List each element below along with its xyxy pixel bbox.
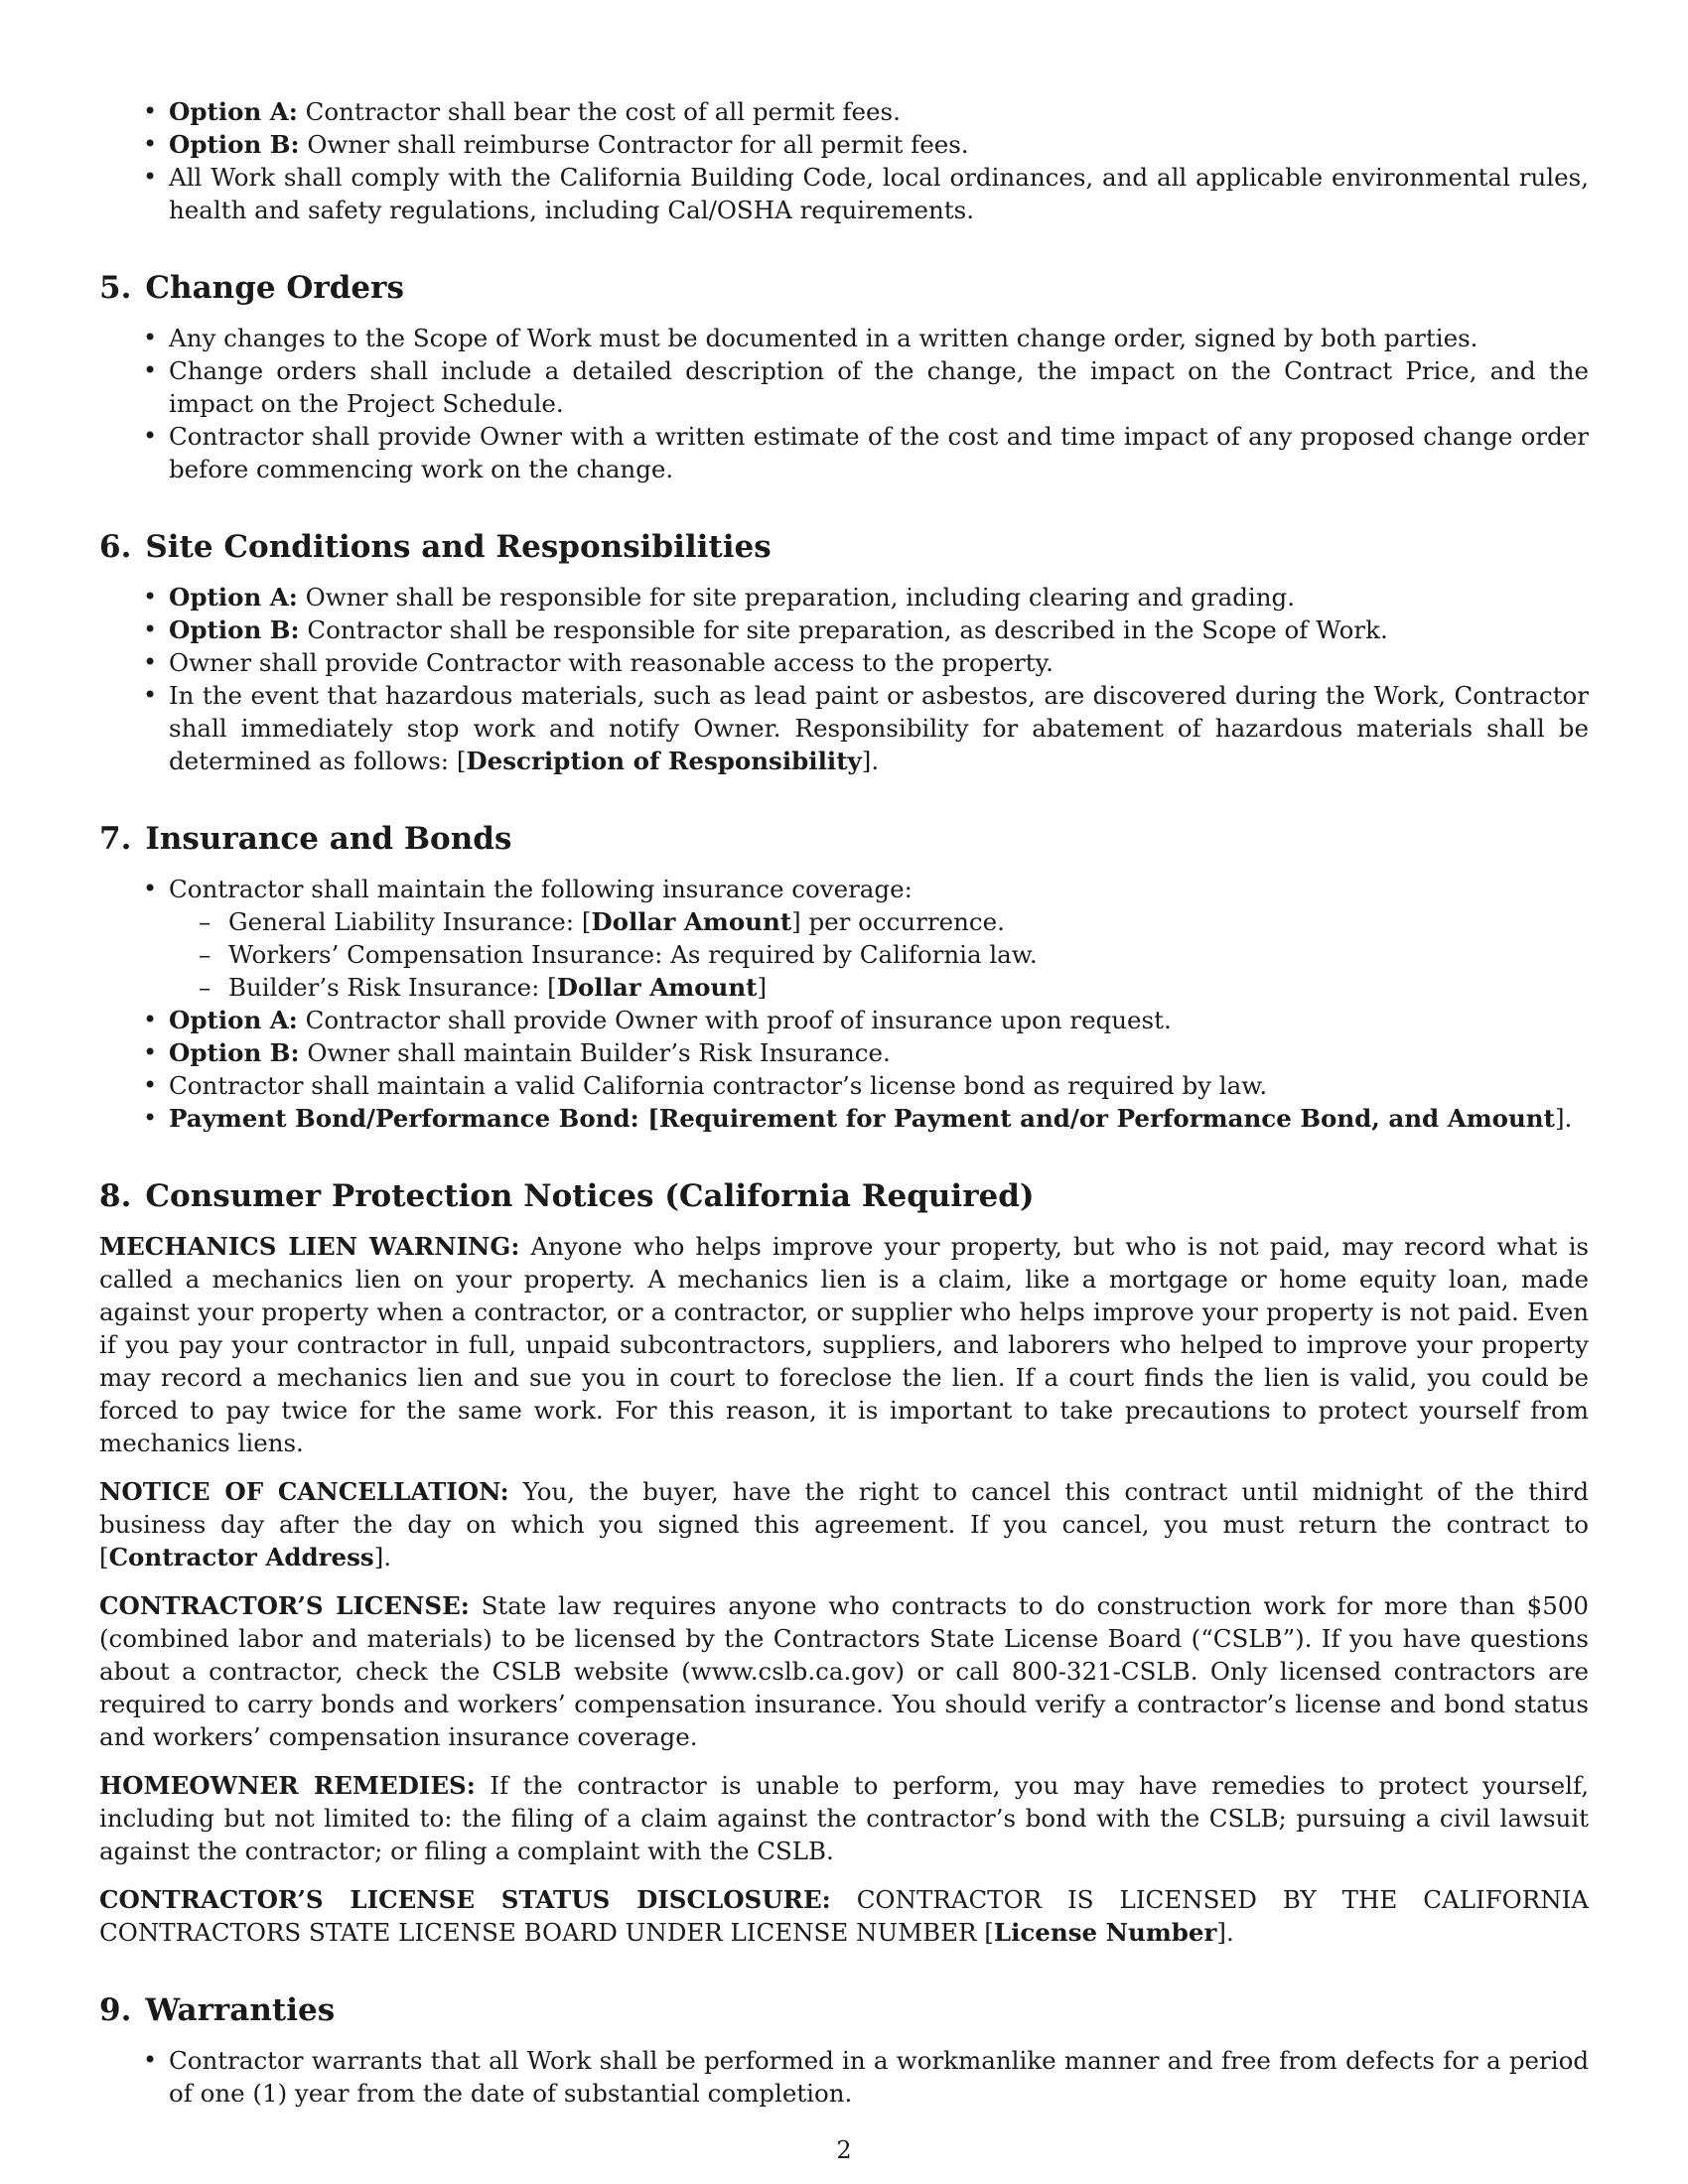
list-item: • Option A: Contractor shall bear the cost of all permit fees.: [99, 95, 1589, 128]
mechanics-lien-warning: MECHANICS LIEN WARNING: Anyone who helps improve your property, but who is not paid, may record what is called a mechanics lien on your property. A mechanics lien is a claim, like a mortgage or home equity loan, made against your property when a contractor, or a contractor, or supplier who helps improve your property is not paid. Even if you pay your contractor in full, unpaid subcontractors, suppliers, and laborers who helped to improve your property may record a mechanics lien and sue you in court to foreclose the lien. If a court finds the lien is valid, you could be forced to pay twice for the same work. For this reason, it is important to take precautions to protect yourself from mechanics liens.: [99, 1232, 1589, 1457]
sublist-item: – Builder’s Risk Insurance: [Dollar Amount]: [169, 971, 1589, 1004]
section-heading-warranties: 9. Warranties: [99, 1992, 336, 2028]
list-item: • Contractor shall provide Owner with a written estimate of the cost and time impact of any proposed change order before commencing work on the change.: [99, 420, 1589, 485]
list-item: • Contractor shall maintain the following insurance coverage: – General Liability Insurance: [Dollar Amount] per occurrence. – Workers’ Compensation Insurance: As required by California law. – Builder’s Risk Insurance: [Dollar Amount]: [99, 873, 1589, 1004]
list-item: • Option A: Contractor shall provide Owner with proof of insurance upon request.: [99, 1004, 1589, 1036]
section-heading-site-conditions: 6. Site Conditions and Responsibilities: [99, 529, 772, 565]
list-item: • Contractor warrants that all Work shall be performed in a workmanlike manner and free from defects for a period of one (1) year from the date of substantial completion.: [99, 2044, 1589, 2110]
section-heading-consumer-protection: 8. Consumer Protection Notices (California Required): [99, 1178, 1035, 1214]
sublist-item: – General Liability Insurance: [Dollar Amount] per occurrence.: [169, 905, 1589, 938]
coverage-sublist: [169, 905, 1589, 1004]
list-item: • Contractor shall maintain a valid California contractor’s license bond as required by law.: [99, 1069, 1589, 1102]
notice-of-cancellation: NOTICE OF CANCELLATION: You, the buyer, have the right to cancel this contract until midnight of the third business day after the day on which you signed this agreement. If you cancel, you must return the contract to [Contractor Address].: [99, 1477, 1589, 1571]
warranties-list: [99, 2044, 1589, 2110]
permit-list: [99, 95, 1589, 226]
list-item: • All Work shall comply with the California Building Code, local ordinances, and all applicable environmental rules, health and safety regulations, including Cal/OSHA requirements.: [99, 161, 1589, 226]
document-body: [99, 95, 1589, 2110]
list-item: • In the event that hazardous materials, such as lead paint or asbestos, are discovered during the Work, Contractor shall immediately stop work and notify Owner. Responsibility for abatement of hazardous materials shall be determined as follows: [Description of Responsibility].: [99, 679, 1589, 777]
list-item: • Payment Bond/Performance Bond: [Requirement for Payment and/or Performance Bond, and Amount].: [99, 1102, 1589, 1135]
list-item: • Option B: Owner shall reimburse Contractor for all permit fees.: [99, 128, 1589, 161]
insurance-list: [99, 873, 1589, 1135]
list-item: • Option A: Owner shall be responsible for site preparation, including clearing and grading.: [99, 581, 1589, 614]
contractors-license-notice: CONTRACTOR’S LICENSE: State law requires anyone who contracts to do construction work for more than $500 (combined labor and materials) to be licensed by the Contractors State License Board (“CSLB”). If you have questions about a contractor, check the CSLB website (www.cslb.ca.gov) or call 800-321-CSLB. Only licensed contractors are required to carry bonds and workers’ compensation insurance. You should verify a contractor’s license and bond status and workers’ compensation insurance coverage.: [99, 1591, 1589, 1751]
site-conditions-list: [99, 581, 1589, 777]
list-item: • Change orders shall include a detailed description of the change, the impact on the Contract Price, and the impact on the Project Schedule.: [99, 354, 1589, 420]
section-heading-change-orders: 5. Change Orders: [99, 270, 404, 306]
change-orders-list: [99, 322, 1589, 485]
section-heading-insurance: 7. Insurance and Bonds: [99, 821, 512, 857]
license-status-disclosure: CONTRACTOR’S LICENSE STATUS DISCLOSURE: CONTRACTOR IS LICENSED BY THE CALIFORNIA CONTRACTORS STATE LICENSE BOARD UNDER LICENSE NUMBER [License Number].: [99, 1885, 1589, 1947]
list-item: • Any changes to the Scope of Work must be documented in a written change order, signed by both parties.: [99, 322, 1589, 354]
list-item: • Owner shall provide Contractor with reasonable access to the property.: [99, 646, 1589, 679]
page-number: 2: [836, 2136, 852, 2164]
sublist-item: – Workers’ Compensation Insurance: As required by California law.: [169, 938, 1589, 971]
homeowner-remedies: HOMEOWNER REMEDIES: If the contractor is unable to perform, you may have remedies to protect yourself, including but not limited to: the filing of a claim against the contractor’s bond with the CSLB; pursuing a civil lawsuit against the contractor; or filing a complaint with the CSLB.: [99, 1771, 1589, 1865]
list-item: • Option B: Owner shall maintain Builder’s Risk Insurance.: [99, 1036, 1589, 1069]
list-item: • Option B: Contractor shall be responsible for site preparation, as described in the Scope of Work.: [99, 614, 1589, 646]
